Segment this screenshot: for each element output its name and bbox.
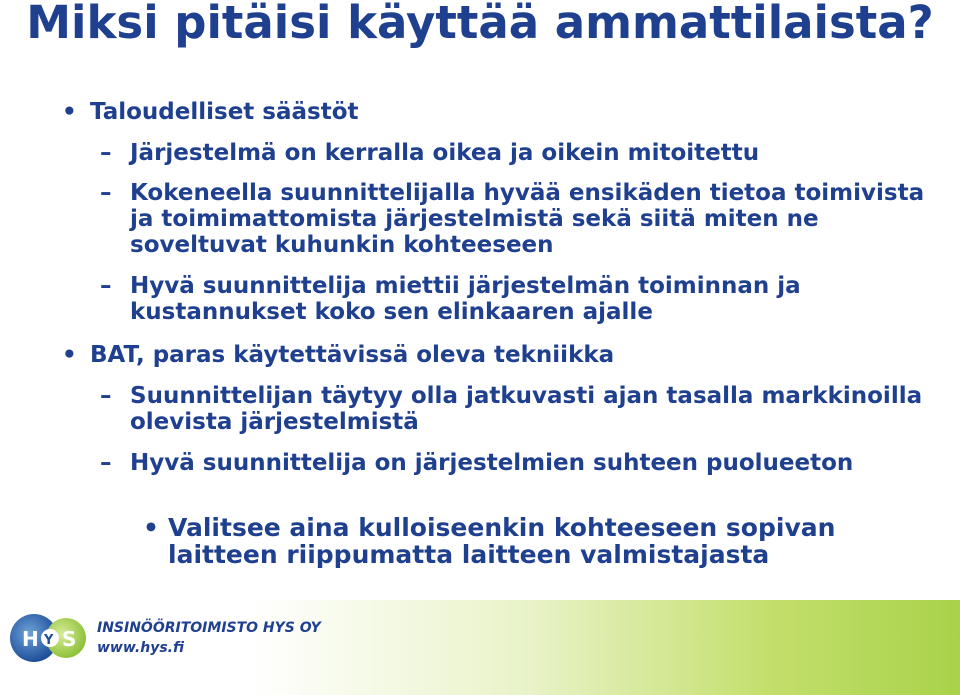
dash-marker: – [100,383,112,409]
dash-marker: – [100,180,112,206]
bullet-marker: • [62,342,77,368]
sub-bullet-item [100,450,930,476]
sub-bullet-text: Suunnittelijan täytyy olla jatkuvasti ajan tasalla markkinoilla olevista järjestelmistä [130,383,923,435]
slide-title: Miksi pitäisi käyttää ammattilaista? [26,0,934,49]
sub-bullet-item [100,140,930,166]
svg-text:Y: Y [44,633,54,648]
company-name: INSINÖÖRITOIMISTO HYS OY [97,620,321,636]
dash-marker: – [100,273,112,299]
svg-text:S: S [62,627,77,651]
bullet-marker: • [62,99,77,125]
bullet-text: Taloudelliset säästöt [90,99,359,125]
sub-bullet-item [100,273,930,325]
bullet-text: BAT, paras käytettävissä oleva tekniikka [90,342,615,368]
hys-logo-icon [8,604,90,674]
sub-bullet-text: Kokeneella suunnittelijalla hyvää ensikäden tietoa toimivista ja toimimattomista järjestelmistä sekä siitä miten ne soveltuvat kuhunkin kohteeseen [130,180,925,258]
company-url: www.hys.fi [97,640,184,656]
sub-bullet-item [100,180,930,258]
sub-bullet-item [100,383,930,435]
bullet-item [62,99,942,125]
svg-text:H: H [22,627,39,651]
sub-bullet-text: Hyvä suunnittelija miettii järjestelmän toiminnan ja kustannukset koko sen elinkaaren ajalle [130,273,801,325]
sub-sub-bullet-text: Valitsee aina kulloiseenkin kohteeseen sopivan laitteen riippumatta laitteen valmistajasta [168,513,836,569]
sub-bullet-text: Järjestelmä on kerralla oikea ja oikein mitoitettu [130,140,760,166]
sub-sub-bullet-item [143,514,933,568]
bullet-item [62,342,942,368]
dash-marker: – [100,450,112,476]
bullet-marker: • [143,513,159,542]
dash-marker: – [100,140,112,166]
sub-bullet-text: Hyvä suunnittelija on järjestelmien suhteen puolueeton [130,450,854,476]
